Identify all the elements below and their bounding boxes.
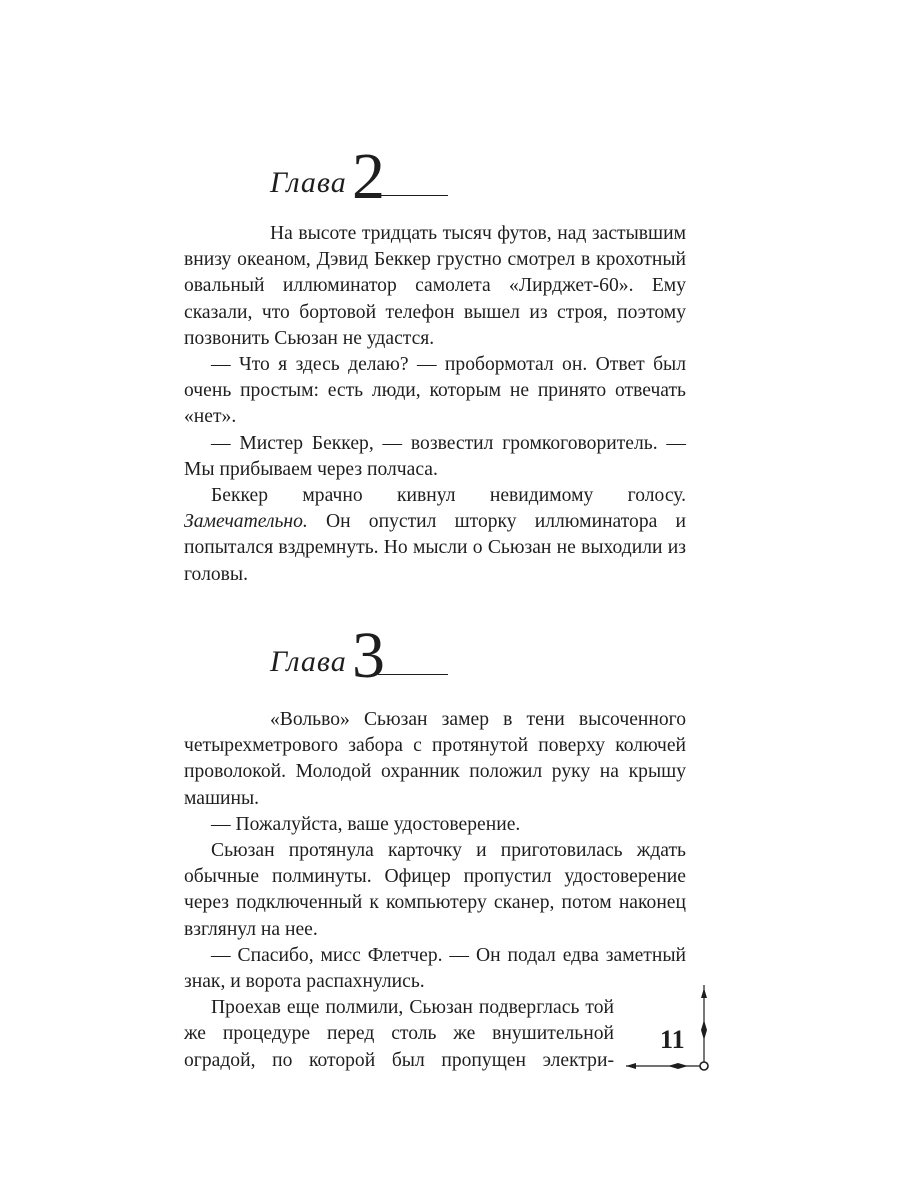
- chapter-label: Глава: [270, 645, 347, 678]
- paragraph: Проехав еще полмили, Сьюзан подверглась той же процедуре перед столь же внушительной оградой, по которой был пропущен электри-: [184, 997, 614, 1071]
- paragraph: — Мистер Беккер, — возвестил громкоговоритель. — Мы прибываем через полчаса.: [184, 432, 686, 480]
- chapter-3-text: [184, 707, 686, 1074]
- italic-emphasis: Замечательно.: [184, 511, 308, 533]
- chapter-number: 3: [352, 619, 385, 692]
- chapter-2-heading: [270, 138, 448, 213]
- paragraph: — Что я здесь делаю? — пробормотал он. Ответ был очень простым: есть люди, которым не принято отвечать «нет».: [184, 354, 686, 428]
- paragraph: [184, 483, 686, 588]
- heading-rule: [378, 674, 448, 675]
- paragraph: На высоте тридцать тысяч футов, над застывшим внизу океаном, Дэвид Беккер грустно смотрел в крохотный овальный иллюминатор самолета «Лирджет-60». Ему сказали, что бортовой телефон вышел из строя, поэтому позвонить Сьюзан не удастся.: [184, 223, 686, 349]
- paragraph-text: Он опустил шторку иллюминатора и попытался вздремнуть. Но мысли о Сьюзан не выходили из головы.: [184, 511, 686, 585]
- chapter-label: Глава: [270, 166, 347, 199]
- paragraph: Сьюзан протянула карточку и приготовилась ждать обычные полминуты. Офицер пропустил удостоверение через подключенный к компьютеру сканер, потом наконец взглянул на нее.: [184, 840, 686, 940]
- heading-rule: [378, 195, 448, 196]
- chapter-2-text: [184, 221, 686, 588]
- paragraph: «Вольво» Сьюзан замер в тени высоченного четырехметрового забора с протянутой поверху колючей проволокой. Молодой охранник положил руку на крышу машины.: [184, 709, 686, 809]
- paragraph: — Спасибо, мисс Флетчер. — Он подал едва заметный знак, и ворота распахнулись.: [184, 944, 686, 993]
- chapter-3-heading: [270, 617, 448, 692]
- page-number: 11: [660, 1025, 685, 1054]
- paragraph: — Пожалуйста, ваше удостоверение.: [211, 813, 521, 835]
- paragraph-text: Беккер мрачно кивнул невидимому голосу.: [211, 485, 686, 507]
- chapter-number: 2: [352, 140, 385, 213]
